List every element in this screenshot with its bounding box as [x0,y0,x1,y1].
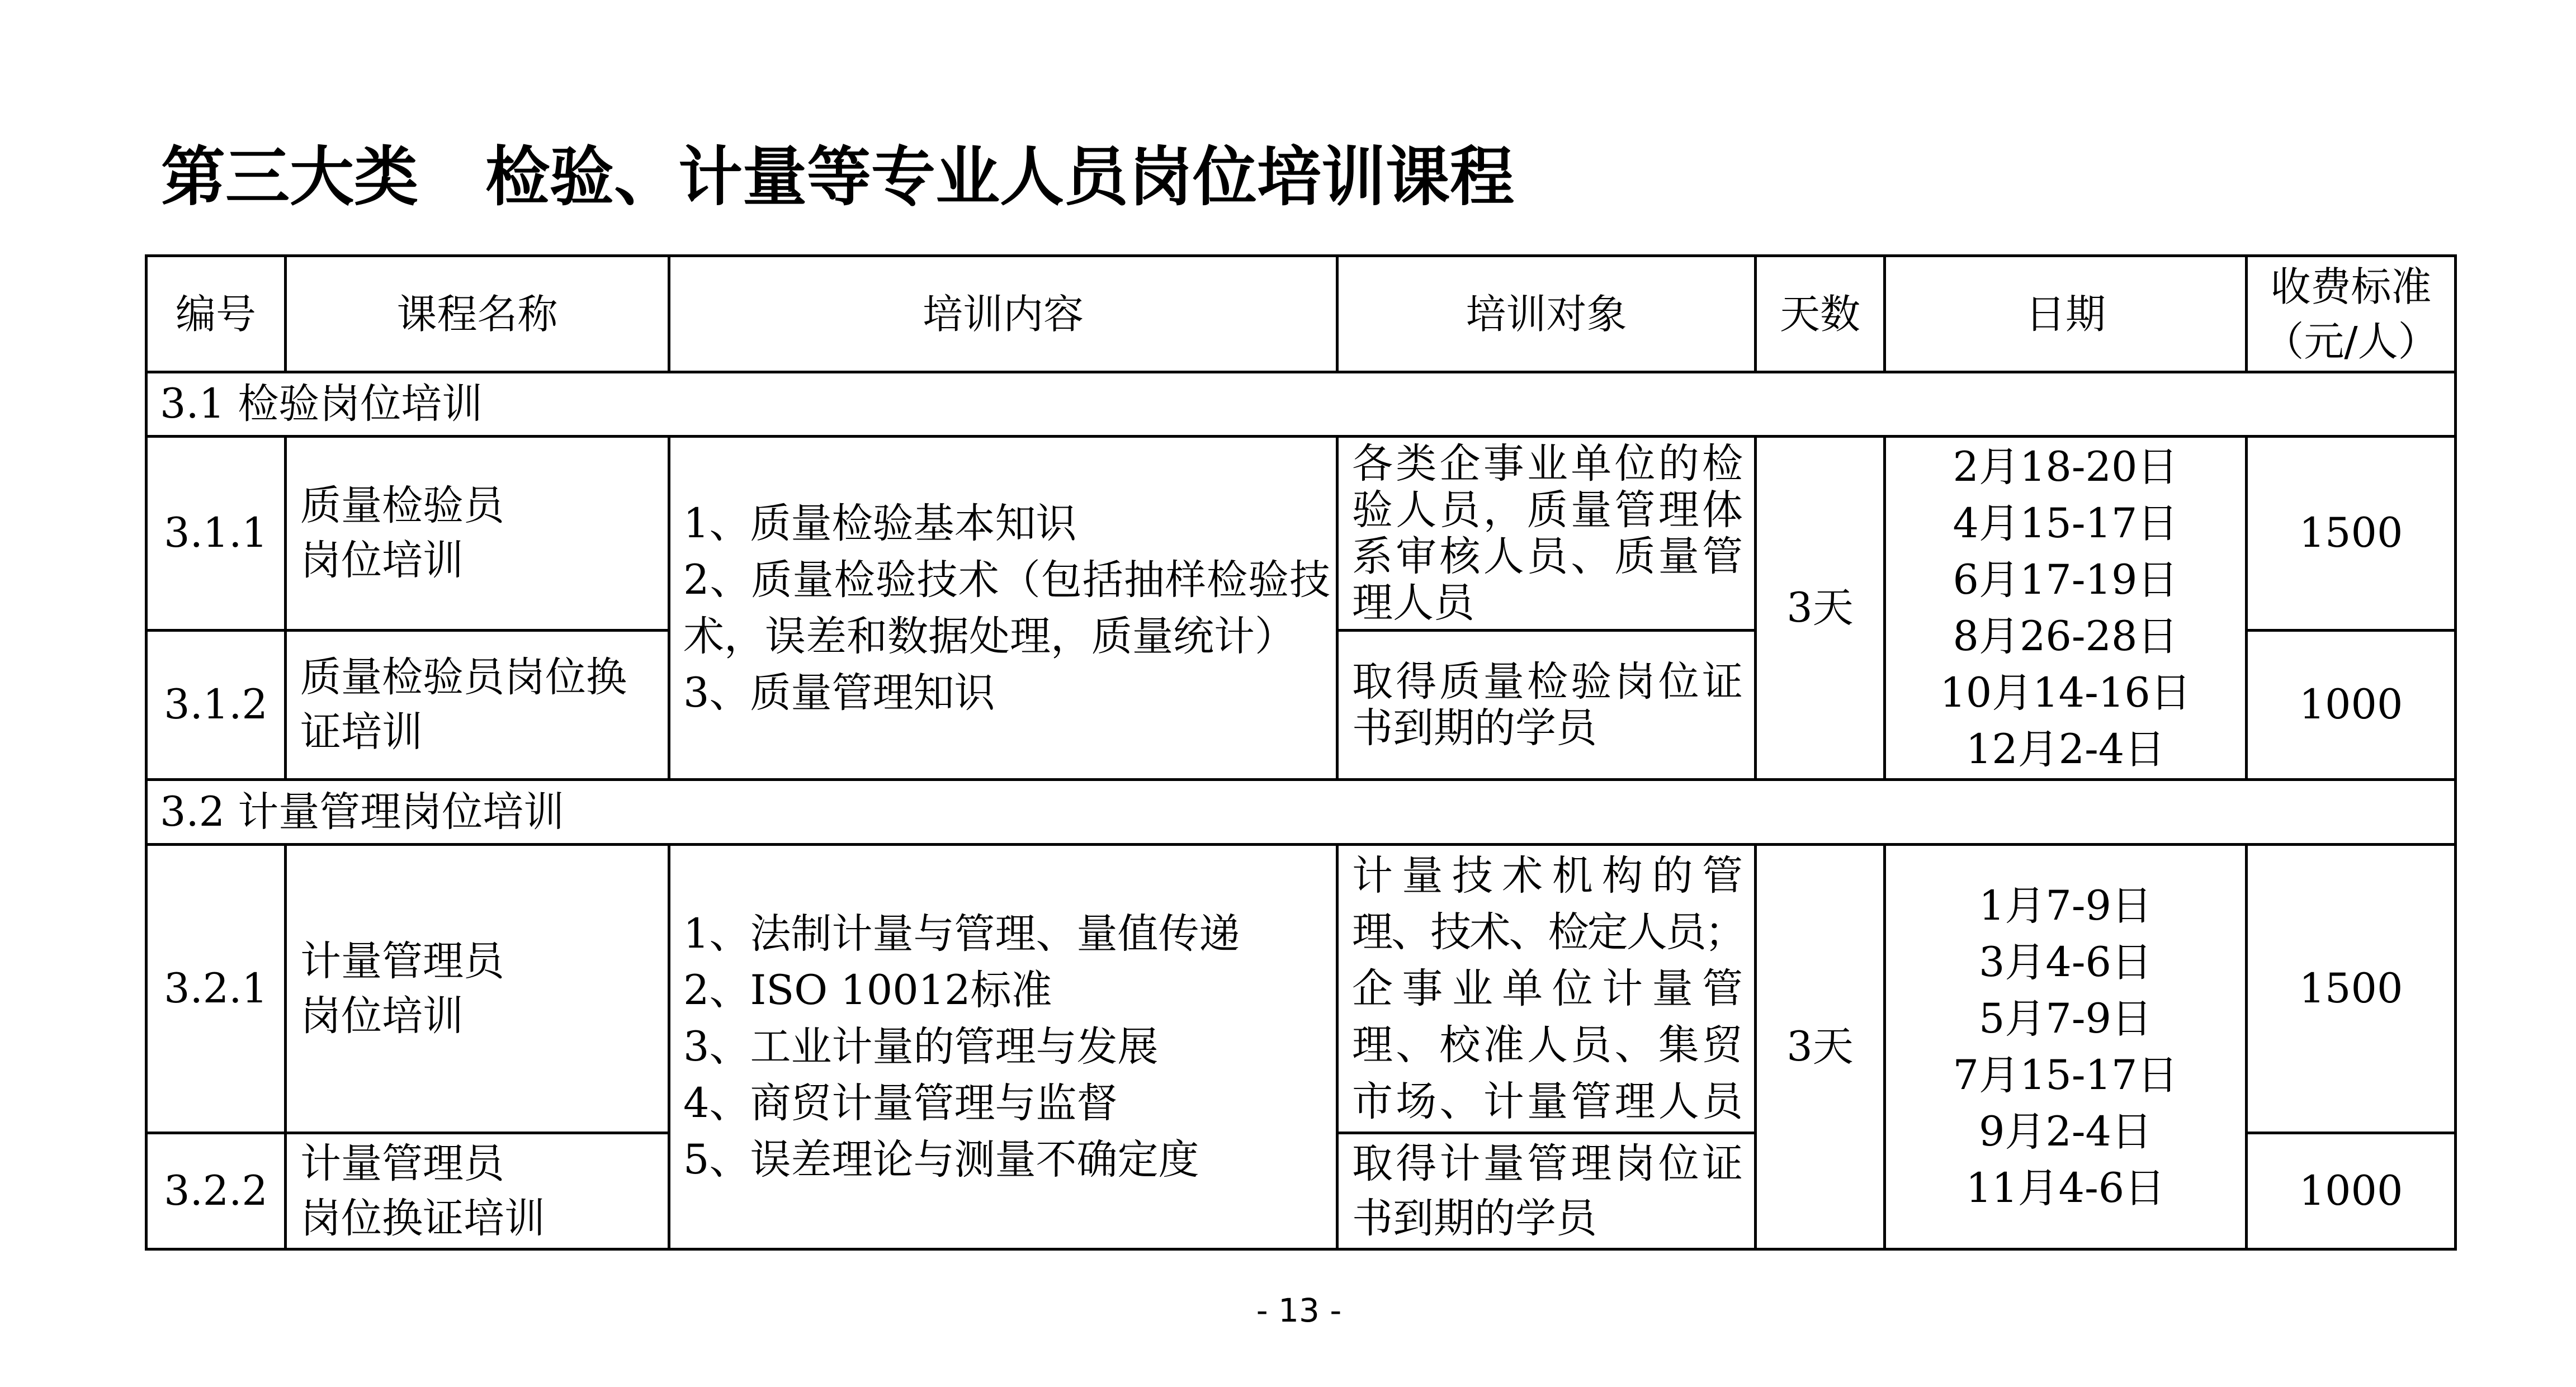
section-title-3-2 [148,781,2457,846]
content-line: 1、质量检验基本知识 [683,499,1077,547]
date-line: 3月4-6日 [1978,938,2152,986]
section-title-label: 3.1 检验岗位培训 [160,380,483,428]
header-training-content-label: 培训内容 [922,290,1084,338]
date-line: 7月15-17日 [1953,1051,2178,1099]
audience-line: 市场、计量管理人员 [1352,1078,1743,1125]
course-name-line: 质量检验员岗位换 [300,654,627,701]
content-line: 2、ISO 10012标准 [683,967,1052,1014]
course-table [145,254,2457,1251]
header-audience-label: 培训对象 [1466,290,1627,338]
course-name-3-2-2 [287,1134,670,1251]
audience-3-1-2 [1339,632,1757,781]
course-code-3-1-2 [148,632,287,781]
section-title-label: 3.2 计量管理岗位培训 [160,788,565,836]
course-code-label: 3.2.2 [164,1167,268,1215]
fee-3-1-1 [2248,438,2457,632]
date-line: 8月26-28日 [1953,612,2178,660]
audience-line: 取得计量管理岗位证 [1352,1139,1743,1187]
content-line: 2、质量检验技术（包括抽样检验技 [683,556,1330,604]
audience-line: 书到期的学员 [1352,1194,1597,1242]
course-code-label: 3.2.1 [164,964,268,1012]
course-code-3-1-1 [148,438,287,632]
course-name-line: 质量检验员 [300,482,504,529]
course-name-line: 岗位培训 [300,537,464,584]
title-category: 第三大类 [161,140,419,215]
audience-line: 计量技术机构的管 [1352,852,1743,900]
course-code-3-2-1 [148,846,287,1134]
date-line: 10月14-16日 [1940,669,2191,717]
days-3-2 [1757,846,1886,1251]
course-name-line: 计量管理员 [300,1139,504,1187]
course-name-3-2-1 [287,846,670,1134]
section-title-3-1 [148,373,2457,438]
audience-line: 理、校准人员、集贸 [1352,1021,1743,1069]
header-code [148,257,287,373]
course-name-3-1-1 [287,438,670,632]
page-number: - 13 - [1256,1291,1342,1329]
audience-line: 取得质量检验岗位证 [1352,658,1743,706]
course-code-label: 3.1.2 [164,681,268,728]
course-name-line: 证培训 [300,708,423,756]
days-label: 3天 [1786,1023,1854,1071]
header-days [1757,257,1886,373]
header-fee [2248,257,2457,373]
course-name-line: 岗位换证培训 [300,1194,545,1242]
training-content-3-2 [670,846,1339,1251]
course-name-line: 计量管理员 [300,937,504,985]
audience-line: 各类企事业单位的检 [1352,440,1743,487]
header-audience [1339,257,1757,373]
audience-line: 系审核人员、质量管 [1352,533,1743,580]
audience-3-2-1 [1339,846,1757,1134]
header-training-content [670,257,1339,373]
header-dates [1886,257,2248,373]
course-code-label: 3.1.1 [164,509,268,557]
header-course-name [287,257,670,373]
fee-3-1-2 [2248,632,2457,781]
audience-line: 理、技术、检定人员； [1352,908,1743,956]
course-name-line: 岗位培训 [300,992,464,1040]
days-label: 3天 [1786,584,1854,632]
audience-3-2-2 [1339,1134,1757,1251]
content-line: 4、商贸计量管理与监督 [683,1080,1118,1127]
date-line: 5月7-9日 [1978,995,2152,1043]
date-line: 1月7-9日 [1978,882,2152,930]
header-course-name-label: 课程名称 [396,290,558,338]
fee-3-2-1 [2248,846,2457,1134]
content-line: 术，误差和数据处理，质量统计） [683,612,1296,660]
course-name-3-1-2 [287,632,670,781]
header-fee-unit: （元/人） [2263,318,2438,365]
fee-value: 1000 [2299,1167,2403,1215]
date-line: 4月15-17日 [1953,499,2178,547]
date-line: 2月18-20日 [1953,443,2178,491]
header-fee-label: 收费标准 [2270,263,2432,310]
fee-value: 1500 [2299,509,2403,557]
fee-value: 1500 [2299,964,2403,1012]
audience-3-1-1 [1339,438,1757,632]
audience-line: 验人员，质量管理体 [1352,486,1743,534]
content-line: 1、法制计量与管理、量值传递 [683,910,1240,958]
date-line: 6月17-19日 [1953,556,2178,604]
audience-line: 书到期的学员 [1352,704,1597,752]
course-code-3-2-2 [148,1134,287,1251]
dates-3-1 [1886,438,2248,781]
content-line: 3、工业计量的管理与发展 [683,1023,1159,1071]
training-content-3-1 [670,438,1339,781]
days-3-1 [1757,438,1886,781]
content-line: 3、质量管理知识 [683,669,995,717]
audience-line: 理人员 [1352,579,1474,627]
title-text: 检验、计量等专业人员岗位培训课程 [485,140,1515,215]
date-line: 11月4-6日 [1965,1164,2166,1212]
date-line: 9月2-4日 [1978,1107,2152,1156]
fee-3-2-2 [2248,1134,2457,1251]
fee-value: 1000 [2299,681,2403,728]
content-line: 5、误差理论与测量不确定度 [683,1136,1199,1184]
audience-line: 企事业单位计量管 [1352,965,1743,1012]
date-line: 12月2-4日 [1965,725,2166,773]
page-title [161,140,1514,215]
header-days-label: 天数 [1779,290,1860,338]
header-code-label: 编号 [175,290,256,338]
header-dates-label: 日期 [2025,290,2106,338]
dates-3-2 [1886,846,2248,1251]
